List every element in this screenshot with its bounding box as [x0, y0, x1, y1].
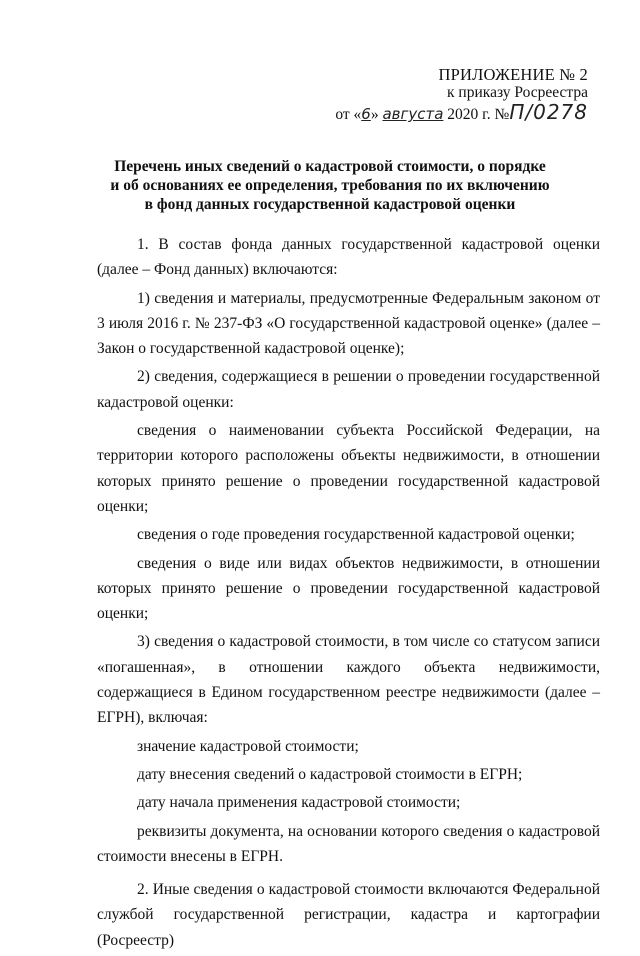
paragraph-value: значение кадастровой стоимости; [137, 737, 359, 755]
appendix-title: ПРИЛОЖЕНИЕ № 2 [438, 65, 588, 84]
appendix-header [335, 66, 588, 124]
date-prefix: от « [335, 106, 362, 123]
title-line-3: в фонд данных государственной кадастровой оценки [144, 196, 516, 213]
paragraph-entry-date: дату внесения сведений о кадастровой стоимости в ЕГРН; [137, 765, 523, 783]
paragraph-object-types: сведения о виде или видах объектов недвижимости, в отношении которых принято решение о проведении государственной кадастровой оценки; [97, 554, 600, 623]
paragraph-1-2: 2) сведения, содержащиеся в решении о проведении государственной кадастровой оценки: [97, 368, 600, 411]
title-line-2: и об основаниях ее определения, требования по их включению [110, 177, 550, 194]
appendix-order-ref: к приказу Росреестра [447, 84, 588, 101]
date-year: 2020 г. № [443, 106, 510, 123]
paragraph-subject-name: сведения о наименовании субъекта Российской Федерации, на территории которого расположены объекты недвижимости, в отношении которых принято решение о проведении государственной кадастровой оценки; [97, 422, 600, 515]
paragraph-start-date: дату начала применения кадастровой стоимости; [137, 794, 461, 812]
document-body [97, 232, 600, 956]
paragraph-1-3: 3) сведения о кадастровой стоимости, в том числе со статусом записи «погашенная», в отношении каждого объекта недвижимости, содержащиеся в Едином государственном реестре недвижимости (далее – ЕГРН), включая: [97, 633, 600, 727]
handwritten-day: 6 [361, 105, 371, 123]
title-line-1: Перечень иных сведений о кадастровой стоимости, о порядке [114, 158, 546, 175]
paragraph-document-details: реквизиты документа, на основании которого сведения о кадастровой стоимости внесены в ЕГРН. [97, 822, 600, 865]
handwritten-month: августа [382, 105, 444, 123]
paragraph-year: сведения о годе проведения государственной кадастровой оценки; [137, 526, 575, 544]
paragraph-1-1: 1) сведения и материалы, предусмотренные Федеральным законом от 3 июля 2016 г. № 237-ФЗ «О государственной кадастровой оценке» (далее – Закон о государственной кадастровой оценке); [97, 289, 600, 358]
paragraph-2: 2. Иные сведения о кадастровой стоимости включаются Федеральной службой государственной регистрации, кадастра и картографии (Росреестр) [97, 881, 600, 949]
document-title [60, 157, 600, 214]
handwritten-order-number: П/0278 [509, 100, 588, 124]
date-mid: » [370, 106, 383, 123]
appendix-date-line [335, 100, 588, 124]
paragraph-1: 1. В состав фонда данных государственной кадастровой оценки (далее – Фонд данных) включаются: [97, 236, 600, 279]
